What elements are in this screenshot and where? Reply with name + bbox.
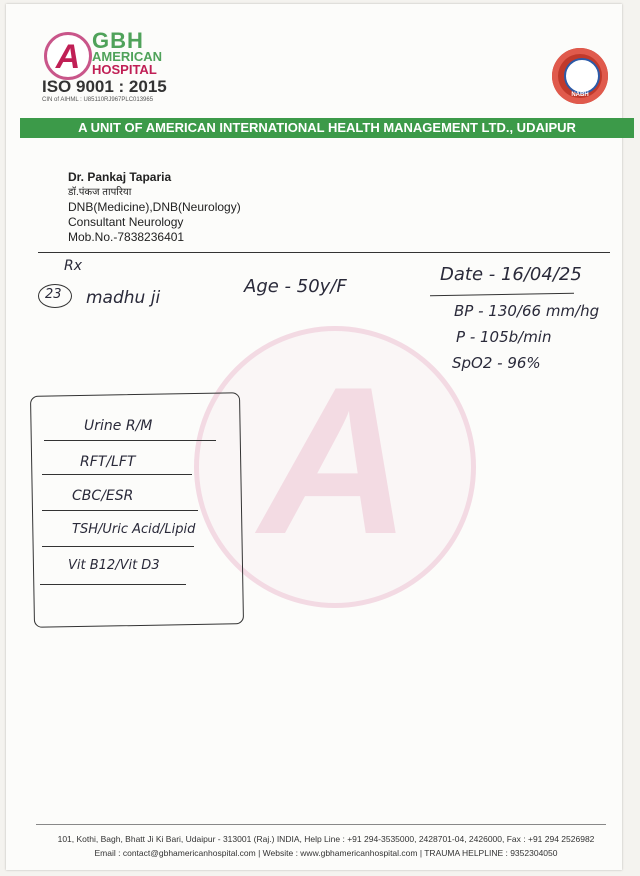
footer-contact: Email : contact@gbhamericanhospital.com | Website : www.gbhamericanhospital.com | TRAUMA HELPLINE : 9352304050 xyxy=(94,848,558,858)
vital-bp: BP - 130/66 mm/hg xyxy=(454,302,600,320)
patient-name: madhu ji xyxy=(86,288,161,308)
logo-letter-a: A xyxy=(55,38,81,76)
rx-symbol: Rx xyxy=(64,258,83,274)
cin-number: CIN of AIHML : U85110RJ967PLC013965 xyxy=(42,97,154,103)
patient-age: Age - 50y/F xyxy=(244,276,347,297)
date-underline xyxy=(430,293,574,297)
doctor-name-hindi: डॉ.पंकज तापरिया xyxy=(68,187,132,198)
investigations-rule xyxy=(42,510,198,511)
doctor-qualification: DNB(Medicine),DNB(Neurology) xyxy=(68,200,241,214)
watermark-letter-a: A xyxy=(259,343,411,578)
test-item: CBC/ESR xyxy=(72,488,134,504)
nabh-label: NABH xyxy=(571,92,589,98)
serial-number: 23 xyxy=(45,287,62,302)
prescription-sheet xyxy=(6,4,622,870)
doctor-name: Dr. Pankaj Taparia xyxy=(68,170,172,184)
test-item: Urine R/M xyxy=(84,418,153,434)
doctor-mobile: Mob.No.-7838236401 xyxy=(68,230,185,244)
test-item: Vit B12/Vit D3 xyxy=(68,558,160,573)
brand-hospital: HOSPITAL xyxy=(92,62,157,77)
header-divider xyxy=(38,252,610,253)
investigations-rule xyxy=(42,474,192,475)
investigations-rule xyxy=(44,440,216,441)
hospital-banner: A UNIT OF AMERICAN INTERNATIONAL HEALTH MANAGEMENT LTD., UDAIPUR xyxy=(20,118,634,138)
vital-pulse: P - 105b/min xyxy=(456,328,552,346)
brand-gbh: GBH xyxy=(92,28,144,53)
test-item: RFT/LFT xyxy=(80,454,136,470)
footer-divider xyxy=(36,824,606,825)
nabh-seal-inner xyxy=(564,58,600,94)
investigations-rule xyxy=(40,584,186,585)
doctor-designation: Consultant Neurology xyxy=(68,215,184,229)
test-item: TSH/Uric Acid/Lipid xyxy=(72,522,196,537)
brand-american: AMERICAN xyxy=(92,49,163,64)
iso-certification: ISO 9001 : 2015 xyxy=(42,77,167,96)
doctor-details xyxy=(68,170,241,245)
footer-address: 101, Kothi, Bagh, Bhatt Ji Ki Bari, Udaipur - 313001 (Raj.) INDIA, Help Line : +91 294-3535000, 2428701-04, 2426000, Fax : +91 294 2526982 xyxy=(57,834,595,844)
hospital-logo-icon xyxy=(44,32,92,80)
nabh-seal-icon xyxy=(552,48,608,104)
investigations-rule xyxy=(42,546,194,547)
visit-date: Date - 16/04/25 xyxy=(440,264,582,285)
vital-spo2: SpO2 - 96% xyxy=(452,354,541,372)
